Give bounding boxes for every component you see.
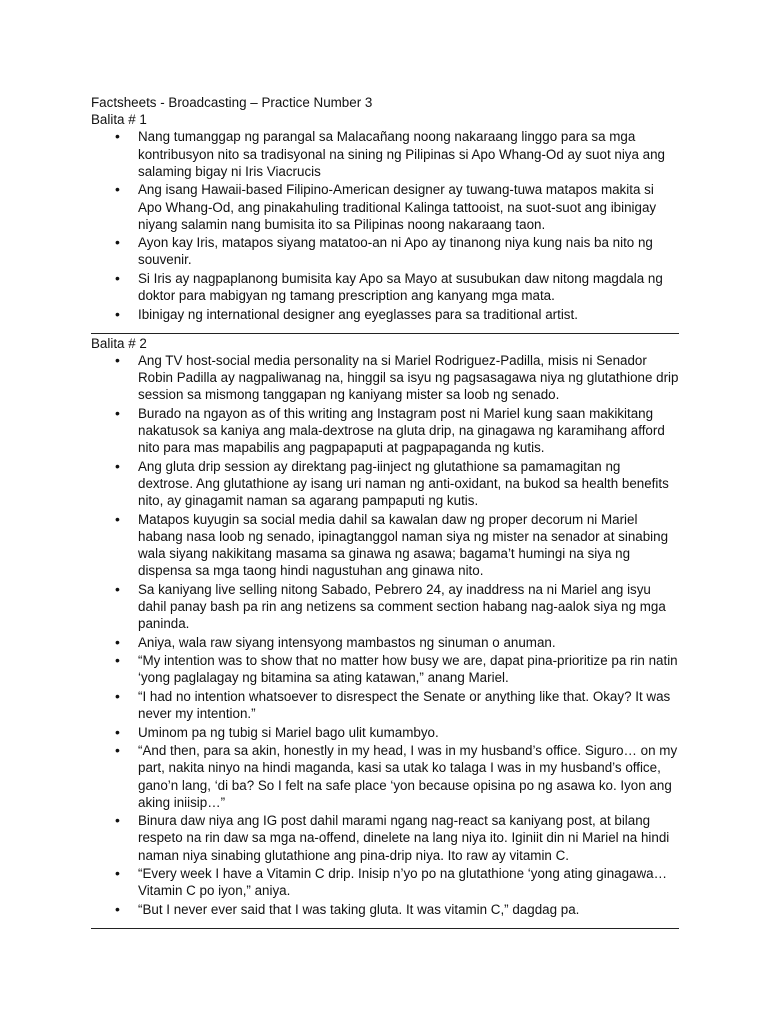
list-item: • “Every week I have a Vitamin C drip. Inisip n’yo po na glutathione ‘yong ating ginagawa… Vitamin C po iyon,” aniya. — [138, 865, 679, 899]
document-page — [91, 94, 679, 929]
list-item: • Ibinigay ng international designer ang eyeglasses para sa traditional artist. — [138, 306, 679, 323]
list-item: • “My intention was to show that no matter how busy we are, dapat pina-prioritize pa rin natin ‘yong paglalagay ng bitamina sa ating katawan,” anang Mariel. — [138, 652, 679, 686]
balita-2-list — [91, 352, 679, 918]
list-item: • “But I never ever said that I was taking gluta. It was vitamin C,” dagdag pa. — [138, 901, 679, 918]
list-item: • Si Iris ay nagpaplanong bumisita kay Apo sa Mayo at susubukan daw nitong magdala ng doktor para mabigyan ng tamang prescription ang kanyang mga mata. — [138, 270, 679, 304]
list-item: • Uminom pa ng tubig si Mariel bago ulit kumambyo. — [138, 724, 679, 741]
list-item: • Ang isang Hawaii-based Filipino-American designer ay tuwang-tuwa matapos makita si Apo Whang-Od, ang pinakahuling traditional Kalinga tattooist, na suot-suot ang ibinigay niyang salamin nang bumisita ito sa Pilipinas noong nakaraang taon. — [138, 181, 679, 233]
list-item: • Binura daw niya ang IG post dahil marami ngang nag-react sa kaniyang post, at bilang respeto na rin daw sa mga na-offend, dinelete na lang niya ito. Iginiit din ni Mariel na hindi naman niya sinabing glutathione ang pina-drip niya. Ito raw ay vitamin C. — [138, 812, 679, 864]
list-item: • Burado na ngayon as of this writing ang Instagram post ni Mariel kung saan makikitang nakatusok sa kaniya ang mala-dextrose na gluta drip, na ginagawa ng karamihang afford nito para mas mapabilis ang pagpapaputi at pagpapaganda ng kutis. — [138, 405, 679, 457]
list-item: • Ang gluta drip session ay direktang pag-iinject ng glutathione sa pamamagitan ng dextrose. Ang glutathione ay isang uri naman ng anti-oxidant, na bukod sa health benefits nito, ay ginagamit naman sa agarang pampaputi ng kutis. — [138, 458, 679, 510]
section-divider — [91, 928, 679, 929]
list-item: • Aniya, wala raw siyang intensyong mambastos ng sinuman o anuman. — [138, 634, 679, 651]
balita-1-list — [91, 128, 679, 322]
list-item: • Ayon kay Iris, matapos siyang matatoo-an ni Apo ay tinanong niya kung nais ba nito ng souvenir. — [138, 234, 679, 268]
list-item: • Nang tumanggap ng parangal sa Malacañang noong nakaraang linggo para sa mga kontribusyon nito sa tradisyonal na sining ng Pilipinas si Apo Whang-Od ay suot niya ang salaming bigay ni Iris Viacrucis — [138, 128, 679, 180]
list-item: • “And then, para sa akin, honestly in my head, I was in my husband’s office. Siguro… on my part, nakita ninyo na hindi maganda, kasi sa utak ko talaga I was in my husband’s office, gano’n lang, ‘di ba? So I felt na safe place ‘yon because opisina po ng asawa ko. Iyon ang aking iniisip…” — [138, 742, 679, 811]
list-item: • Sa kaniyang live selling nitong Sabado, Pebrero 24, ay inaddress na ni Mariel ang isyu dahil panay bash pa rin ang netizens sa comment section habang nag-aalok siya ng mga paninda. — [138, 581, 679, 633]
list-item: • “I had no intention whatsoever to disrespect the Senate or anything like that. Okay? It was never my intention.” — [138, 688, 679, 722]
section-divider — [91, 333, 679, 334]
document-title: Factsheets - Broadcasting – Practice Number 3 — [91, 95, 373, 110]
list-item: • Ang TV host-social media personality na si Mariel Rodriguez-Padilla, misis ni Senador Robin Padilla ay nagpaliwanag na, hinggil sa isyu ng pagsasagawa niya ng glutathione drip session sa mismong tanggapan ng kaniyang mister sa loob ng senado. — [138, 352, 679, 404]
balita-1-heading: Balita # 1 — [91, 112, 147, 128]
list-item: • Matapos kuyugin sa social media dahil sa kawalan daw ng proper decorum ni Mariel habang nasa loob ng senado, ipinagtanggol naman siya ng mister na senador at sinabing wala siyang nakikitang masama sa ginawa ng asawa; bagama’t humingi na siya ng dispensa sa mga taong hindi nagustuhan ang ginawa nito. — [138, 511, 679, 580]
balita-2-heading: Balita # 2 — [91, 335, 147, 351]
